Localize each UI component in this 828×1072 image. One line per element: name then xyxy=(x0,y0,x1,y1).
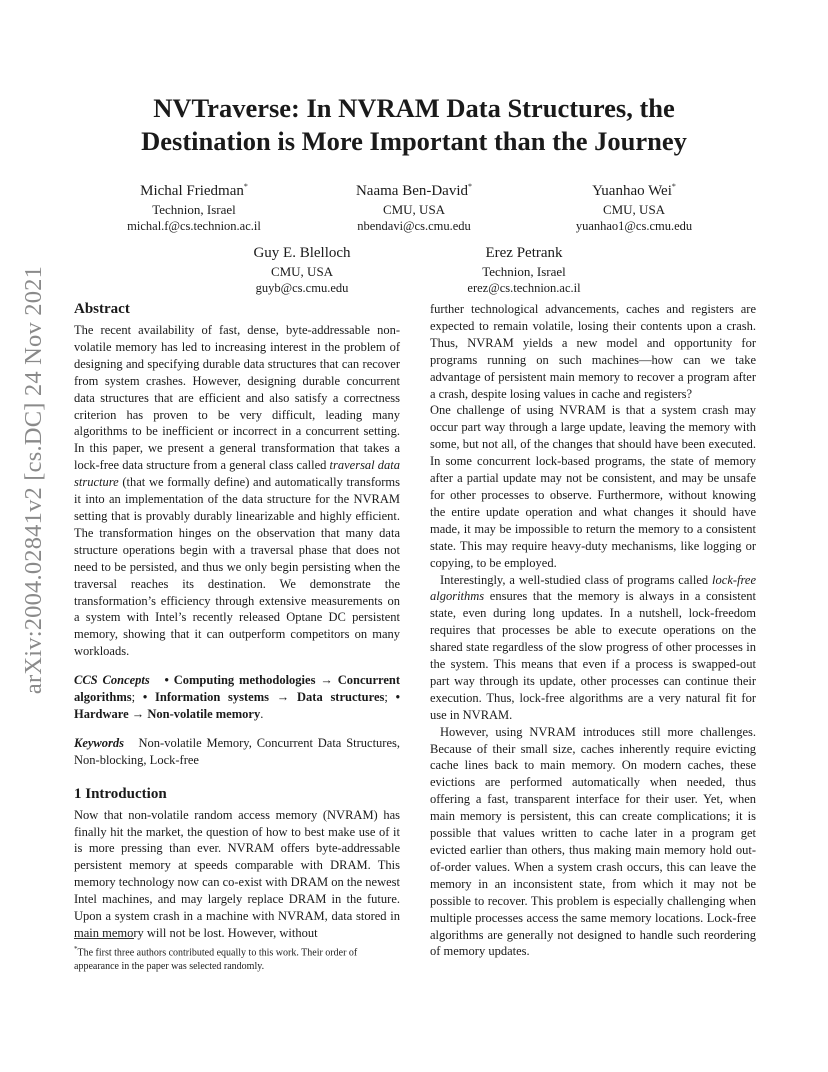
author-affiliation: Technion, Israel xyxy=(482,264,566,279)
author-email[interactable]: yuanhao1@cs.cmu.edu xyxy=(575,219,693,233)
introduction-heading: 1 Introduction xyxy=(74,785,167,802)
ccs-label: CCS Concepts xyxy=(74,673,150,688)
title-line-2: Destination is More Important than the Journey xyxy=(141,126,687,156)
ccs-item: • Computing methodologies → Concurrent algorithms xyxy=(74,673,400,705)
abstract-heading: Abstract xyxy=(74,301,130,317)
abstract-text: The recent availability of fast, dense, byte-addressable non-volatile memory has led to increasing interest in the problem of designing and specifying durable data structures that can recover from system crashes. However, designing durable concurrent data structures that are efficient and also satisfy a correctness criterion has proven to be very difficult, leading many algorithms to be inefficient or incorrect in a concurrent setting. In this paper, we present a general transformation that takes a lock-free data structure from a general class called traversal data structure (that we formally define) and automatically transforms it into an implementation of the data structure for the NVRAM setting that is provably durably linearizable and highly efficient. The transformation hinges on the observation that many data structure operations begin with a traversal phase that does not need to be persisted, and thus we only begin persisting when the traversal reaches its destination. We demonstrate the transformation’s efficiency through extensive measurements on a system with Intel’s recently released Optane DC persistent memory, showing that it can outperform competitors on many workloads. xyxy=(74,323,401,659)
lock-free-emphasis: lock-free algorithms xyxy=(430,572,756,604)
ccs-concepts: CCS Concepts • Computing methodologies → Concurrent algorithms; • Information systems → Data structures; • Hardware → Non-volatile memory. xyxy=(74,673,400,721)
author-affiliation: CMU, USA xyxy=(270,264,334,279)
ccs-item: • Information systems → Data structures xyxy=(142,690,385,705)
footnote-divider xyxy=(74,938,134,939)
author-affiliation: CMU, USA xyxy=(382,202,446,217)
body-paragraph: Interestingly, a well-studied class of programs called lock-free algorithms ensures that the memory is always in a consistent state, even during long updates. In a nutshell, lock-freedom requires that processes be able to execute operations on the shared state regardless of the slow progress of other processes in the system. This means that even if a process is swapped-out part way through its update, other processes can continue their execution. Thus, lock-free algorithms are a very natural fit for use in NVRAM. xyxy=(430,572,756,722)
keywords xyxy=(74,735,400,769)
author-email[interactable]: nbendavi@cs.cmu.edu xyxy=(357,219,471,233)
author-name: Guy E. Blelloch xyxy=(253,245,351,261)
author-block xyxy=(434,239,614,297)
introduction-paragraph: Now that non-volatile random access memory (NVRAM) has finally hit the market, the question of how to best make use of it is more pressing than ever. NVRAM offers byte-addressable persistent memory at speeds comparable with DRAM. This memory technology now can co-exist with DRAM on the newest Intel machines, and may largely replace DRAM in the future. Upon a system crash in a machine with NVRAM, data stored in main memory will not be lost. However, without xyxy=(74,807,400,940)
arxiv-id-text: arXiv:2004.02841v2 [cs.DC] 24 Nov 2021 xyxy=(20,265,47,695)
author-affiliation: CMU, USA xyxy=(602,202,666,217)
author-name: Michal Friedman* xyxy=(140,182,248,199)
keywords-text: Non-volatile Memory, Concurrent Data Structures, Non-blocking, Lock-free xyxy=(74,735,400,767)
body-paragraph: further technological advancements, caches and registers are expected to remain volatile, losing their contents upon a crash. Thus, NVRAM yields a new model and opportunity for programs running on such machines—how can we take advantage of persistent main memory to recover a program after a crash, despite losing values in cache and registers? xyxy=(430,302,756,401)
author-block xyxy=(544,177,724,235)
left-column xyxy=(74,300,400,942)
author-name: Naama Ben-David* xyxy=(355,182,473,199)
author-affiliation: Technion, Israel xyxy=(152,202,236,217)
arxiv-identifier-stamp xyxy=(12,200,56,760)
footnote-text: The first three authors contributed equally to this work. Their order of appearance in the paper was selected randomly. xyxy=(74,947,358,972)
keywords-label: Keywords xyxy=(74,735,124,750)
footnote-mark: * xyxy=(74,945,78,953)
abstract-emphasis: traversal data structure xyxy=(74,458,401,490)
author-block xyxy=(324,177,504,235)
paper-title xyxy=(74,92,754,158)
title-line-1: NVTraverse: In NVRAM Data Structures, the xyxy=(153,93,675,123)
author-block xyxy=(104,177,284,235)
body-paragraph: One challenge of using NVRAM is that a system crash may occur part way through a large update, leaving the memory with some, but not all, of the changes that should have been executed. In some concurrent lock-based programs, the state of memory after a partial update may not be consistent, and may be unsafe for other processes to observe. Furthermore, without knowing the entire update operation and what changes it should have made, it may be impossible to return the memory to a consistent state. This may require heavy-duty mechanisms, like logging or copying, to be employed. xyxy=(430,403,756,570)
right-column xyxy=(430,301,756,960)
ccs-item: • Hardware → Non-volatile memory xyxy=(74,690,400,721)
author-email[interactable]: michal.f@cs.technion.ac.il xyxy=(127,219,261,233)
body-paragraph: However, using NVRAM introduces still more challenges. Because of their small size, caches inherently require evicting cache lines back to main memory. On modern caches, these evictions are performed automatically when needed, thus offering a fast, transparent interface for their user. Yet, when main memory is persistent, this can create complications; it is possible that values written to cache later in a program get evicted earlier than others, thus making main memory hold out-of-order values. When a system crash occurs, this can leave the memory in an inconsistent state, from which it may not be possible to recover. This problem is especially challenging when multiple processes access the same memory locations. Lock-free algorithms are generally not designed to handle such reordering of memory updates. xyxy=(430,724,756,959)
author-name: Erez Petrank xyxy=(485,245,563,261)
author-email[interactable]: erez@cs.technion.ac.il xyxy=(467,281,581,295)
footnote xyxy=(74,943,400,973)
author-block xyxy=(212,239,392,297)
author-email[interactable]: guyb@cs.cmu.edu xyxy=(255,281,349,295)
author-name: Yuanhao Wei* xyxy=(592,182,676,199)
